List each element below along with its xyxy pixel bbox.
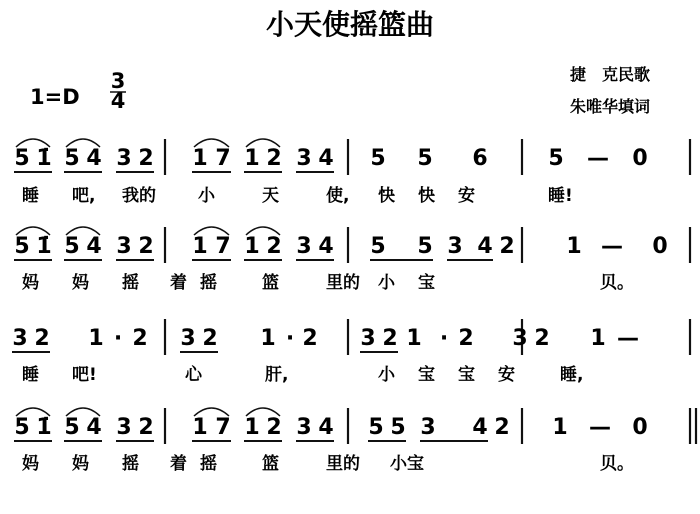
key-signature: 1=D — [30, 85, 80, 109]
note: 5 — [64, 146, 80, 171]
note: 1 — [192, 146, 208, 171]
lyric-syllable: 摇 — [122, 273, 139, 293]
lyric-syllable: 摇 — [122, 454, 139, 474]
note: 3 — [12, 326, 28, 351]
note: 6 — [472, 146, 488, 171]
note: 5 — [417, 146, 433, 171]
note: 4 — [472, 415, 488, 440]
lyric-syllable: 睡, — [560, 365, 584, 385]
note: 2 — [494, 415, 510, 440]
note: 4 — [86, 415, 102, 440]
note: 3 — [180, 326, 196, 351]
note: 7 — [215, 234, 231, 259]
note: 5 — [370, 234, 386, 259]
note: 5 — [370, 146, 386, 171]
note: 5 — [368, 415, 384, 440]
note: 1̇ — [36, 415, 52, 440]
note: 2 — [138, 146, 154, 171]
score-systems — [12, 139, 696, 474]
note: 3 — [296, 234, 312, 259]
lyric-syllable: 我的 — [122, 186, 156, 206]
note: 3 — [296, 146, 312, 171]
note: 3 — [360, 326, 376, 351]
note: 0 — [632, 146, 648, 171]
note: 3 — [116, 234, 132, 259]
lyric-syllable: 使, — [326, 186, 350, 206]
note: 5 — [64, 234, 80, 259]
note: 3 — [116, 415, 132, 440]
credit-origin: 捷 克民歌 — [570, 65, 651, 84]
lyric-syllable: 睡 — [22, 365, 39, 385]
note: — — [601, 234, 623, 259]
lyric-syllable: 心 — [185, 365, 202, 385]
note: 2 — [458, 326, 474, 351]
lyric-syllable: 吧! — [72, 365, 97, 385]
note: 3 — [296, 415, 312, 440]
lyric-syllable: 妈 — [22, 454, 39, 474]
note: 2 — [302, 326, 318, 351]
note: 7 — [215, 415, 231, 440]
lyric-syllable: 着 — [170, 454, 187, 474]
lyric-syllable: 小 — [198, 186, 215, 206]
note: 1 — [260, 326, 276, 351]
note: 7 — [215, 146, 231, 171]
note: 5 — [548, 146, 564, 171]
note: 1̇ — [36, 234, 52, 259]
note: 2 — [534, 326, 550, 351]
note: 2 — [266, 146, 282, 171]
note: 5 — [14, 415, 30, 440]
note: 5 — [390, 415, 406, 440]
note: 2 — [138, 415, 154, 440]
lyric-syllable: 安 — [458, 186, 475, 206]
lyric-syllable: 摇 — [200, 454, 217, 474]
note: 0 — [632, 415, 648, 440]
note: 1 — [244, 234, 260, 259]
note: · — [439, 326, 449, 351]
lyric-syllable: 天 — [262, 186, 279, 206]
lyric-syllable: 睡! — [548, 186, 573, 206]
note: 1 — [244, 146, 260, 171]
note: · — [113, 326, 123, 351]
lyric-syllable: 肝, — [265, 365, 289, 385]
note: 2 — [202, 326, 218, 351]
note: 2 — [266, 415, 282, 440]
note: 1̇ — [36, 146, 52, 171]
note: 4 — [86, 146, 102, 171]
lyric-syllable: 里的 — [326, 273, 360, 293]
note: 4 — [318, 234, 334, 259]
note: 1 — [192, 234, 208, 259]
note: 1 — [566, 234, 582, 259]
note: 3 — [116, 146, 132, 171]
note: — — [587, 146, 609, 171]
note: 4 — [318, 415, 334, 440]
lyric-syllable: 摇 — [200, 273, 217, 293]
time-signature-top: 3 — [110, 69, 126, 93]
note: 1 — [590, 326, 606, 351]
credit-lyricist: 朱唯华填词 — [570, 97, 651, 116]
song-title: 小天使摇篮曲 — [265, 8, 435, 41]
note: 2 — [499, 234, 515, 259]
note: 1 — [552, 415, 568, 440]
lyric-syllable: 篮 — [262, 454, 279, 474]
note: 1 — [406, 326, 422, 351]
lyric-syllable: 小宝 — [390, 454, 424, 474]
note: 1 — [88, 326, 104, 351]
note: 5 — [417, 234, 433, 259]
note: 3 — [447, 234, 463, 259]
lyric-syllable: 吧, — [72, 186, 96, 206]
lyric-syllable: 宝 — [418, 273, 435, 293]
note: — — [589, 415, 611, 440]
note: 2 — [34, 326, 50, 351]
lyric-syllable: 宝 — [418, 365, 435, 385]
note: 2 — [138, 234, 154, 259]
lyric-syllable: 宝 — [458, 365, 475, 385]
lyric-syllable: 妈 — [72, 454, 89, 474]
lyric-syllable: 篮 — [262, 273, 279, 293]
note: 3 — [420, 415, 436, 440]
note: 4 — [318, 146, 334, 171]
lyric-syllable: 小 — [378, 365, 395, 385]
note: 3 — [512, 326, 528, 351]
note: 2 — [132, 326, 148, 351]
note: 5 — [14, 146, 30, 171]
note: 5 — [64, 415, 80, 440]
lyric-syllable: 里的 — [326, 454, 360, 474]
lyric-syllable: 妈 — [22, 273, 39, 293]
lyric-syllable: 安 — [498, 365, 515, 385]
note: 4 — [86, 234, 102, 259]
note: · — [285, 326, 295, 351]
lyric-syllable: 妈 — [72, 273, 89, 293]
note: 2 — [382, 326, 398, 351]
lyric-syllable: 睡 — [22, 186, 39, 206]
note: 5 — [14, 234, 30, 259]
note: 4 — [477, 234, 493, 259]
lyric-syllable: 小 — [378, 273, 395, 293]
note: — — [617, 326, 639, 351]
lyric-syllable: 贝。 — [600, 273, 634, 293]
lyric-syllable: 快 — [378, 186, 395, 206]
note: 0 — [652, 234, 668, 259]
lyric-syllable: 贝。 — [600, 454, 634, 474]
note: 2 — [266, 234, 282, 259]
note: 1 — [244, 415, 260, 440]
lyric-syllable: 快 — [418, 186, 435, 206]
note: 1 — [192, 415, 208, 440]
time-signature-bottom: 4 — [110, 89, 126, 113]
lyric-syllable: 着 — [170, 273, 187, 293]
